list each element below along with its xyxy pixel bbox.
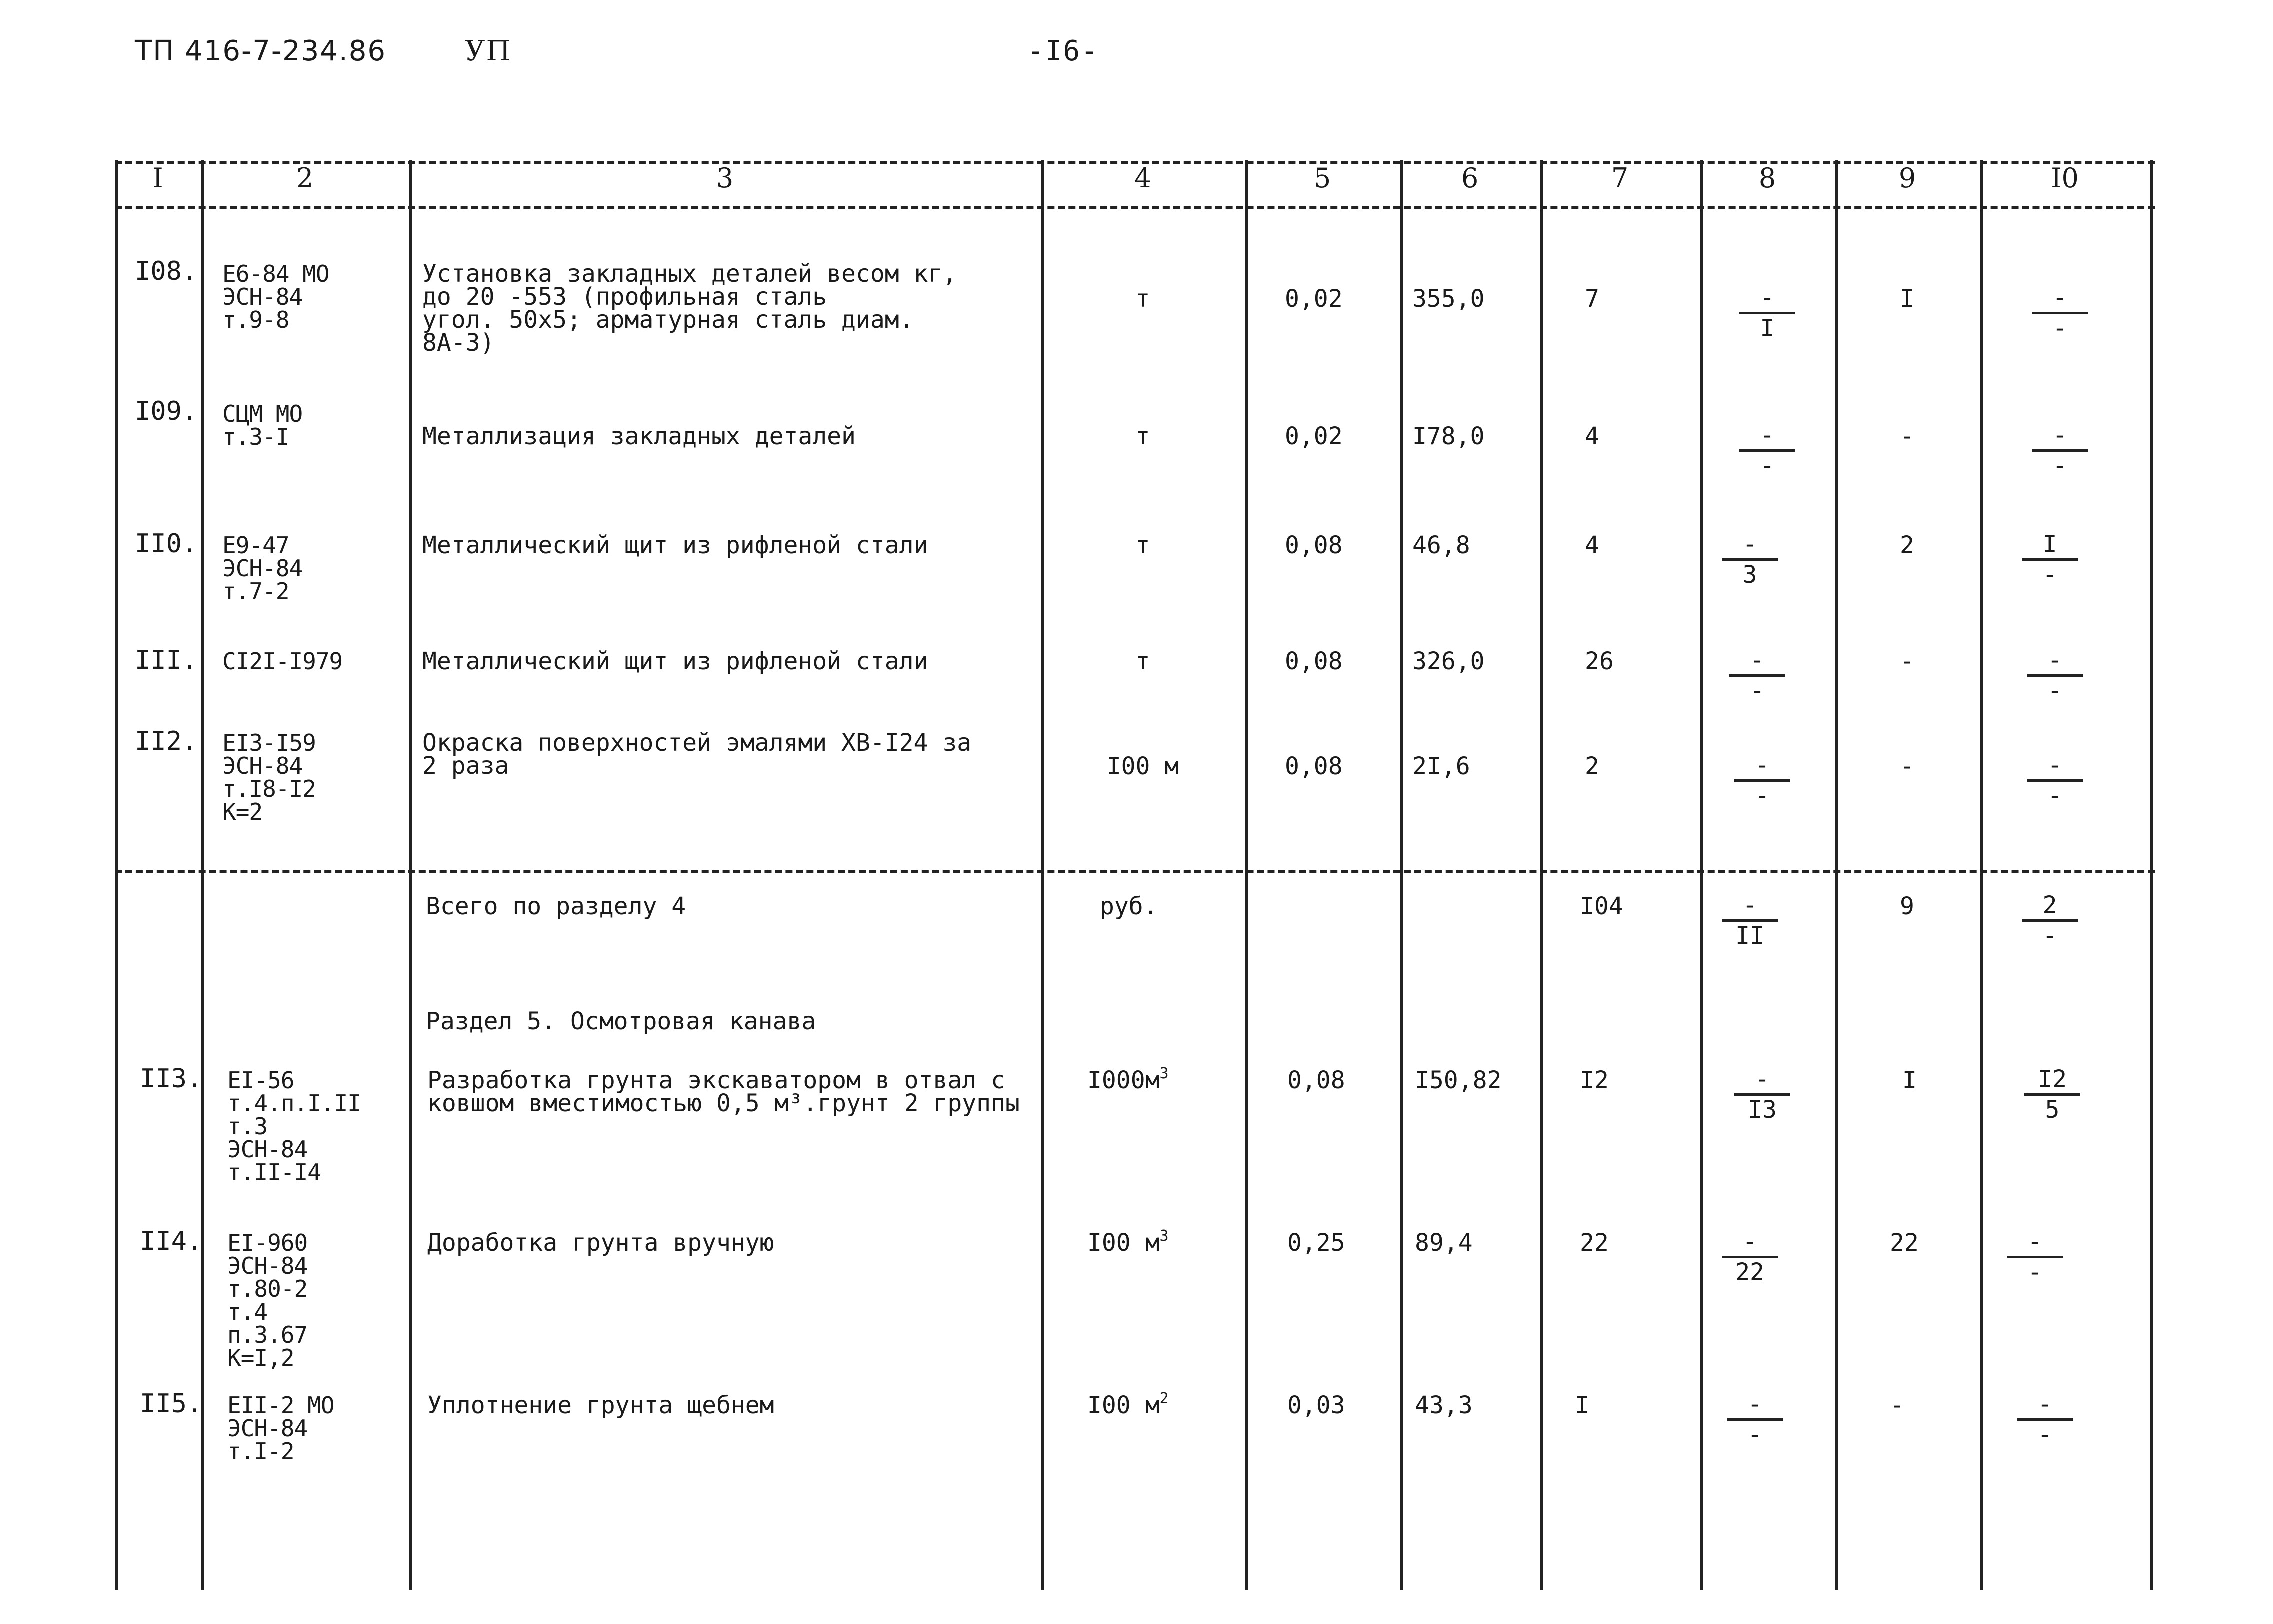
subtotal-total: I04 (1580, 892, 1623, 920)
unit: т (1135, 422, 1150, 450)
col9-value: I (1902, 1066, 1917, 1094)
fraction-bottom: - (2052, 452, 2067, 480)
section-title: Раздел 5. Осмотровая канава (426, 1007, 816, 1035)
unit-number: I00 (1087, 1229, 1131, 1257)
unit (1087, 1227, 1169, 1257)
column-number: 6 (1461, 162, 1479, 194)
fraction-top: I (2042, 530, 2057, 558)
fraction-bottom: - (1755, 782, 1770, 810)
unit: т (1135, 531, 1150, 559)
col-divider-4 (1245, 160, 1248, 1590)
fraction-col8 (1727, 1066, 1797, 1123)
section-divider (115, 870, 2155, 873)
work-description: Уплотнение грунта щебнем (427, 1391, 774, 1419)
fraction-top: - (1742, 891, 1757, 919)
unit-price: I78,0 (1412, 422, 1485, 450)
fraction-col8 (1727, 752, 1797, 809)
fraction-col10 (2015, 892, 2085, 949)
unit-exponent: 2 (1159, 1390, 1169, 1407)
col-divider-0 (115, 160, 118, 1590)
document-section-roman: УП (465, 35, 512, 67)
fraction-top: I2 (2038, 1065, 2067, 1093)
col9-value: 2 (1900, 531, 1914, 559)
unit: т (1135, 647, 1150, 675)
total-cost: 7 (1585, 285, 1599, 313)
column-number: 4 (1134, 162, 1152, 194)
quantity: 0,02 (1285, 285, 1343, 313)
fraction-bottom: - (2042, 561, 2057, 589)
fraction-col10 (2010, 1391, 2080, 1448)
quantity: 0,08 (1285, 647, 1343, 675)
quantity: 0,02 (1285, 422, 1343, 450)
fraction-top: - (2052, 421, 2067, 449)
col9-value: 22 (1890, 1229, 1919, 1257)
document-code: ТП 416-7-234.86 (135, 35, 386, 67)
fraction-top: 2 (2042, 891, 2057, 919)
fraction-top: - (1742, 530, 1757, 558)
col9-value: 9 (1900, 892, 1914, 920)
fraction-col8 (1715, 1229, 1785, 1285)
unit-price: 43,3 (1415, 1391, 1473, 1419)
fraction-bottom: I (1760, 314, 1775, 342)
fraction-bottom: II (1735, 922, 1764, 950)
subtotal-unit: руб. (1100, 892, 1158, 920)
norm-code: ЕI3-I59 ЭСН-84 т.I8-I2 К=2 (222, 729, 316, 825)
fraction-col8 (1732, 285, 1802, 341)
column-number: 9 (1898, 162, 1916, 194)
unit (1087, 1065, 1169, 1094)
fraction-top: - (1760, 284, 1775, 312)
work-description: Металлический щит из рифленой стали (422, 531, 928, 559)
unit-symbol: м (1145, 1391, 1160, 1419)
quantity: 0,08 (1285, 752, 1343, 780)
col-divider-8 (1835, 160, 1838, 1590)
fraction-top: - (1742, 1228, 1757, 1256)
work-description: Разработка грунта экскаватором в отвал с ковшом вместимостью 0,5 м³.грунт 2 группы (427, 1066, 1020, 1117)
col-divider-3 (1041, 160, 1044, 1590)
fraction-col10 (2025, 285, 2095, 341)
fraction-col10 (2025, 422, 2095, 479)
column-number: 7 (1611, 162, 1629, 194)
column-number: I (152, 162, 163, 194)
work-description: Металлический щит из рифленой стали (422, 647, 928, 675)
total-cost: 4 (1585, 531, 1599, 559)
norm-code: Е9-47 ЭСН-84 т.7-2 (222, 532, 303, 605)
norm-code: ЕII-2 МО ЭСН-84 т.I-2 (227, 1392, 334, 1465)
norm-code: ЕI-960 ЭСН-84 т.80-2 т.4 п.3.67 К=I,2 (227, 1229, 308, 1371)
row-number: II3. (140, 1064, 203, 1094)
column-number: 8 (1758, 162, 1776, 194)
fraction-bottom: - (2047, 782, 2062, 810)
fraction-col8 (1715, 892, 1785, 949)
column-number: 5 (1313, 162, 1331, 194)
fraction-top: - (2052, 284, 2067, 312)
unit (1087, 1390, 1169, 1419)
work-description: Металлизация закладных деталей (422, 422, 856, 450)
fraction-bottom: 3 (1742, 561, 1757, 589)
unit-price: I50,82 (1415, 1066, 1502, 1094)
row-number: II2. (135, 726, 198, 756)
row-number: I08. (135, 256, 198, 286)
fraction-bottom: - (2037, 1421, 2052, 1449)
subtotal-label: Всего по разделу 4 (426, 892, 686, 920)
unit-price: 355,0 (1412, 285, 1485, 313)
page-number: -I6- (1027, 35, 1099, 67)
fraction-col8 (1720, 1391, 1790, 1448)
fraction-bottom: - (2047, 677, 2062, 705)
column-number: 3 (716, 162, 734, 194)
fraction-bottom: - (1760, 452, 1775, 480)
col-divider-9 (1980, 160, 1983, 1590)
col-divider-2 (409, 160, 412, 1590)
unit-symbol: м (1145, 1229, 1160, 1257)
unit-number: I000 (1087, 1066, 1145, 1094)
unit-price: 89,4 (1415, 1229, 1473, 1257)
fraction-bottom: 5 (2045, 1096, 2060, 1124)
col-divider-6 (1540, 160, 1543, 1590)
fraction-bottom: - (2052, 314, 2067, 342)
total-cost: 2 (1585, 752, 1599, 780)
column-number: I0 (2051, 162, 2079, 194)
fraction-top: - (1747, 1390, 1762, 1418)
total-cost: 4 (1585, 422, 1599, 450)
fraction-col10 (2017, 1066, 2087, 1123)
fraction-top: - (2037, 1390, 2052, 1418)
fraction-col10 (2015, 531, 2085, 588)
fraction-top: - (1760, 421, 1775, 449)
unit-price: 326,0 (1412, 647, 1485, 675)
unit-exponent: 3 (1159, 1065, 1169, 1082)
row-number: II5. (140, 1389, 203, 1419)
fraction-bottom: - (2027, 1258, 2042, 1286)
total-cost: 22 (1580, 1229, 1609, 1257)
quantity: 0,08 (1287, 1066, 1345, 1094)
fraction-top: - (2047, 751, 2062, 779)
unit: I00 м (1106, 752, 1179, 780)
column-number: 2 (296, 162, 314, 194)
row-number: II0. (135, 529, 198, 559)
fraction-col8 (1715, 531, 1785, 588)
fraction-col10 (2000, 1229, 2070, 1285)
unit-exponent: 3 (1159, 1227, 1169, 1245)
fraction-bottom: - (1750, 677, 1765, 705)
fraction-top: - (1755, 1065, 1770, 1093)
col9-value: - (1900, 752, 1914, 780)
work-description: Окраска поверхностей эмалями ХВ-I24 за 2 раза (422, 729, 972, 780)
col9-value: I (1900, 285, 1914, 313)
fraction-bottom: - (1747, 1421, 1762, 1449)
unit-symbol: м (1145, 1066, 1160, 1094)
total-cost: 26 (1585, 647, 1614, 675)
fraction-bottom: 22 (1735, 1258, 1764, 1286)
col-divider-10 (2150, 160, 2153, 1590)
fraction-col8 (1732, 422, 1802, 479)
norm-code: СЦМ МО т.3-I (222, 400, 303, 450)
total-cost: I2 (1580, 1066, 1609, 1094)
fraction-bottom: I3 (1748, 1096, 1777, 1124)
norm-code: Е6-84 МО ЭСН-84 т.9-8 (222, 260, 329, 333)
norm-code: СI2I-I979 (222, 648, 343, 675)
header-bottom-border (115, 206, 2155, 209)
unit-price: 46,8 (1412, 531, 1470, 559)
unit: т (1135, 285, 1150, 313)
fraction-bottom: - (2042, 922, 2057, 950)
fraction-top: - (2047, 646, 2062, 674)
col-divider-5 (1400, 160, 1403, 1590)
col-divider-7 (1700, 160, 1703, 1590)
unit-price: 2I,6 (1412, 752, 1470, 780)
fraction-top: - (1750, 646, 1765, 674)
col9-value: - (1900, 647, 1914, 675)
work-description: Доработка грунта вручную (427, 1229, 774, 1257)
row-number: III. (135, 645, 198, 675)
quantity: 0,25 (1287, 1229, 1345, 1257)
fraction-top: - (2027, 1228, 2042, 1256)
col9-value: - (1900, 422, 1914, 450)
fraction-col10 (2020, 647, 2090, 704)
norm-code: ЕI-56 т.4.п.I.II т.3 ЭСН-84 т.II-I4 (227, 1067, 361, 1186)
col9-value: - (1890, 1391, 1904, 1419)
row-number: I09. (135, 396, 198, 426)
fraction-top: - (1755, 751, 1770, 779)
col-divider-1 (201, 160, 204, 1590)
quantity: 0,03 (1287, 1391, 1345, 1419)
fraction-col8 (1722, 647, 1792, 704)
quantity: 0,08 (1285, 531, 1343, 559)
row-number: II4. (140, 1226, 203, 1256)
total-cost: I (1575, 1391, 1589, 1419)
unit-number: I00 (1087, 1391, 1131, 1419)
fraction-col10 (2020, 752, 2090, 809)
work-description: Установка закладных деталей весом кг, до 20 -553 (профильная сталь угол. 50х5; арматурная сталь диам. 8А-3) (422, 260, 957, 357)
